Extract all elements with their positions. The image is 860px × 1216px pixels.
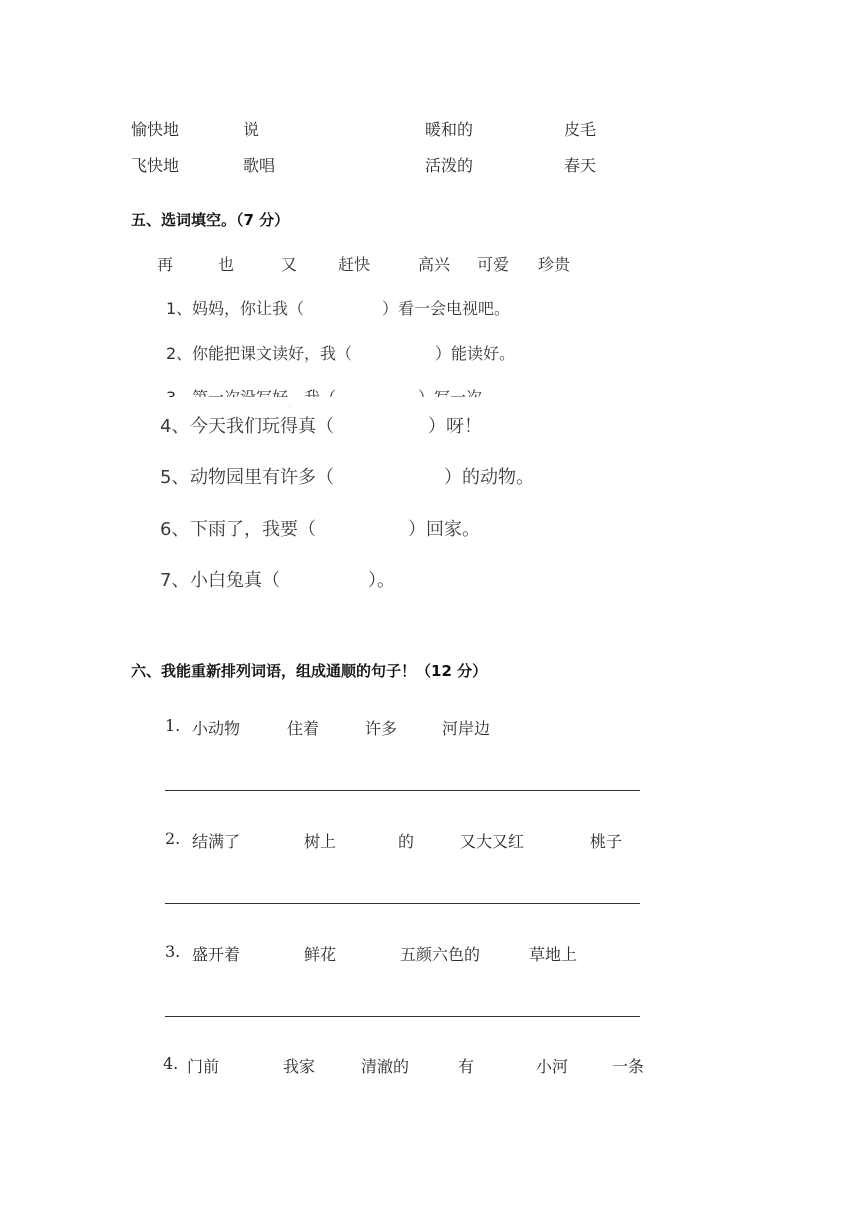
item-text-after: ）呀！	[428, 416, 482, 437]
reorder-word: 我家	[283, 1057, 316, 1076]
reorder-word: 草地上	[529, 945, 578, 964]
word-bank-item: 高兴	[418, 255, 451, 274]
image-crop-edge	[150, 397, 530, 406]
match-word: 说	[243, 120, 260, 139]
item-text-before: 动物园里有许多（	[190, 467, 334, 488]
item-text-before: 妈妈，你让我（	[192, 299, 305, 318]
item-number: 2、	[166, 344, 193, 363]
match-word: 皮毛	[564, 120, 597, 139]
item-number: 1、	[166, 299, 193, 318]
match-word: 愉快地	[131, 120, 180, 139]
item-number: 6、	[160, 519, 190, 540]
word-bank-item: 可爱	[477, 255, 510, 274]
item-text-after: ）看一会电视吧。	[382, 299, 511, 318]
item-text-after: ）能读好。	[435, 344, 516, 363]
match-word: 歌唱	[243, 156, 276, 175]
item-text-after: ）。	[368, 570, 395, 591]
item-number: 3.	[165, 942, 181, 961]
reorder-word: 住着	[287, 719, 320, 738]
reorder-word: 桃子	[590, 832, 623, 851]
item-text-before: 今天我们玩得真（	[190, 416, 334, 437]
item-text-before: 下雨了，我要（	[190, 519, 316, 540]
reorder-word: 一条	[612, 1057, 645, 1076]
item-number: 4.	[163, 1054, 179, 1073]
item-number: 2.	[165, 829, 181, 848]
item-text-before: 小白兔真（	[190, 570, 280, 591]
answer-line[interactable]	[165, 790, 640, 791]
reorder-word: 小动物	[192, 719, 241, 738]
item-number: 7、	[160, 570, 190, 591]
answer-line[interactable]	[165, 903, 640, 904]
reorder-word: 鲜花	[304, 945, 337, 964]
answer-line[interactable]	[165, 1016, 640, 1017]
reorder-word: 盛开着	[192, 945, 241, 964]
item-number: 1.	[165, 716, 181, 735]
word-bank-item: 也	[218, 255, 235, 274]
word-bank-item: 赶快	[338, 255, 371, 274]
reorder-word: 结满了	[192, 832, 241, 851]
reorder-word: 门前	[187, 1057, 220, 1076]
match-word: 活泼的	[425, 156, 474, 175]
reorder-word: 清澈的	[361, 1057, 410, 1076]
reorder-word: 树上	[304, 832, 337, 851]
match-word: 飞快地	[131, 156, 180, 175]
reorder-word: 许多	[365, 719, 398, 738]
match-word: 春天	[564, 156, 597, 175]
item-number: 5、	[160, 467, 190, 488]
word-bank-item: 珍贵	[538, 255, 571, 274]
word-bank-item: 又	[281, 255, 298, 274]
item-number: 4、	[160, 416, 190, 437]
item-text-after: ）回家。	[408, 519, 480, 540]
reorder-word: 小河	[536, 1057, 569, 1076]
item-text-before: 你能把课文读好，我（	[192, 344, 353, 363]
word-bank-item: 再	[157, 255, 174, 274]
item-text-after: ）的动物。	[444, 467, 534, 488]
reorder-word: 河岸边	[442, 719, 491, 738]
section-title: 五、选词填空。（7 分）	[131, 211, 290, 229]
reorder-word: 五颜六色的	[400, 945, 481, 964]
reorder-word: 的	[398, 832, 415, 851]
reorder-word: 又大又红	[460, 832, 525, 851]
match-word: 暖和的	[425, 120, 474, 139]
section-title: 六、我能重新排列词语，组成通顺的句子！（12 分）	[131, 662, 488, 680]
reorder-word: 有	[458, 1057, 475, 1076]
